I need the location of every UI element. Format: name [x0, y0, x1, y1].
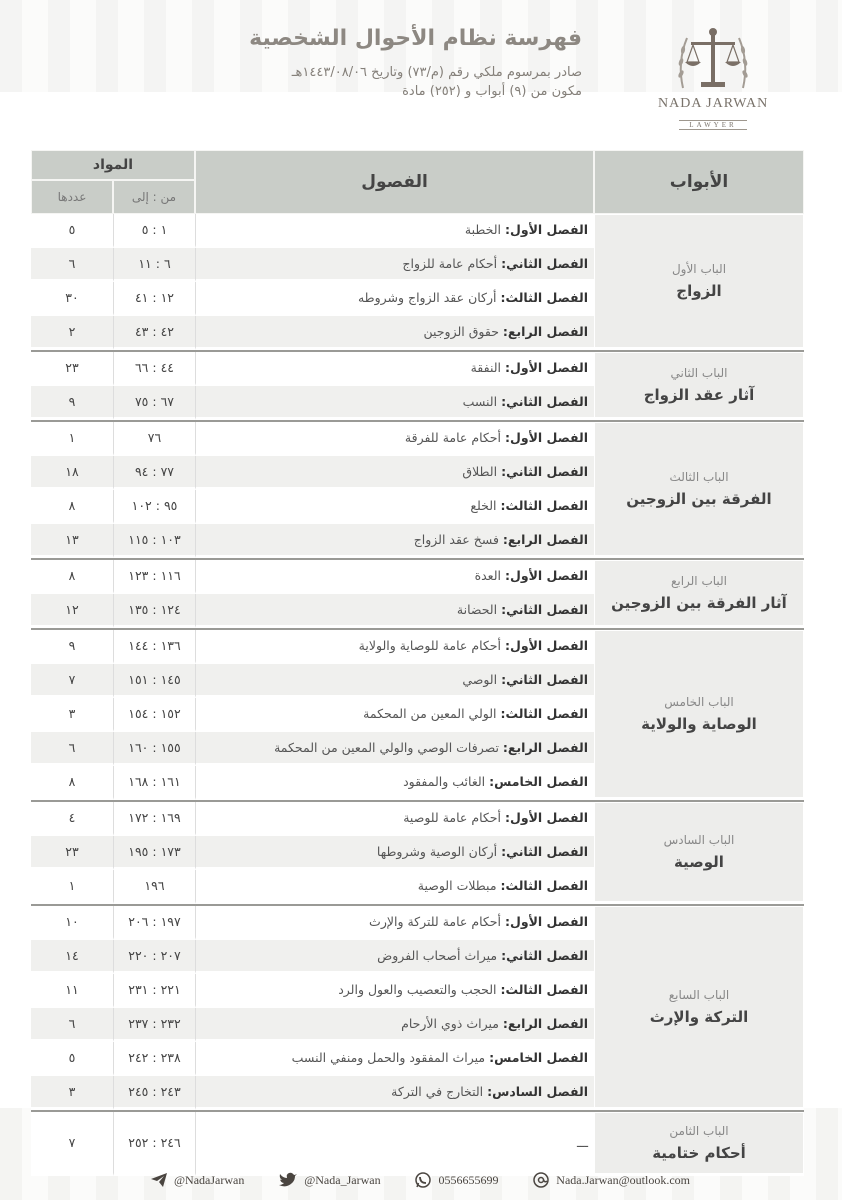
- fasl-title: مبطلات الوصية: [417, 878, 497, 893]
- fasl-title: أركان عقد الزواج وشروطه: [357, 290, 497, 305]
- fasl-title: النفقة: [470, 360, 501, 375]
- count-cell: ٨: [31, 560, 113, 594]
- index-table: [31, 150, 804, 1176]
- fasl-cell: [195, 698, 594, 732]
- fasl-cell: [195, 352, 594, 386]
- bab-cell: [594, 560, 804, 628]
- fasl-cell: [195, 386, 594, 420]
- range-cell: ٢٣٢ : ٢٣٧: [113, 1008, 195, 1042]
- count-cell: ٧: [31, 664, 113, 698]
- bab-cell: [594, 352, 804, 420]
- range-cell: ١٩٧ : ٢٠٦: [113, 906, 195, 940]
- fasl-title: تصرفات الوصي والولي المعين من المحكمة: [274, 740, 499, 755]
- footer-telegram-text[interactable]: @NadaJarwan: [174, 1172, 245, 1187]
- count-cell: ١٢: [31, 594, 113, 628]
- header-mawad: المواد: [31, 150, 195, 180]
- count-cell: ٣٠: [31, 282, 113, 316]
- range-cell: ١٦٩ : ١٧٢: [113, 802, 195, 836]
- header-fasl: الفصول: [195, 150, 594, 214]
- table-row: [31, 802, 804, 836]
- count-cell: ٩: [31, 386, 113, 420]
- count-cell: ٦: [31, 248, 113, 282]
- fasl-label: الفصل الثاني:: [501, 672, 588, 687]
- bab-number: الباب الرابع: [670, 574, 728, 588]
- fasl-cell: [195, 214, 594, 248]
- fasl-title: حقوق الزوجين: [423, 324, 499, 339]
- fasl-title: الحجب والتعصيب والعول والرد: [338, 982, 497, 997]
- bab-number: الباب السابع: [668, 988, 730, 1002]
- fasl-cell: [195, 802, 594, 836]
- fasl-label: الفصل الأول:: [504, 914, 588, 929]
- fasl-title: فسخ عقد الزواج: [413, 532, 499, 547]
- fasl-title: الوصي: [462, 672, 498, 687]
- fasl-title: ميراث أصحاب الفروض: [377, 948, 498, 963]
- fasl-title: الطلاق: [462, 464, 498, 479]
- table-row: [31, 630, 804, 664]
- fasl-cell: [195, 1042, 594, 1076]
- logo-name: NADA JARWAN: [658, 96, 769, 111]
- range-cell: ٢٤٦ : ٢٥٢: [113, 1112, 195, 1176]
- range-cell: ١٥٥ : ١٦٠: [113, 732, 195, 766]
- count-cell: ٧: [31, 1112, 113, 1176]
- fasl-cell: [195, 974, 594, 1008]
- header-count: عددها: [31, 180, 113, 214]
- range-cell: ١٤٥ : ١٥١: [113, 664, 195, 698]
- bab-number: الباب السادس: [663, 833, 735, 847]
- footer: [150, 1166, 690, 1194]
- fasl-label: الفصل الأول:: [504, 638, 588, 653]
- fasl-title: الولي المعين من المحكمة: [363, 706, 497, 721]
- count-cell: ٩: [31, 630, 113, 664]
- table-row: [31, 422, 804, 456]
- table-row: [31, 560, 804, 594]
- fasl-title: الغائب والمفقود: [403, 774, 486, 789]
- fasl-label: الفصل الأول:: [504, 568, 588, 583]
- fasl-label: الفصل السادس:: [487, 1084, 588, 1099]
- header-bab: الأبواب: [594, 150, 804, 214]
- fasl-title: أحكام عامة للوصاية والولاية: [358, 638, 501, 653]
- fasl-label: الفصل الثاني:: [501, 602, 588, 617]
- page-header: [162, 26, 582, 103]
- footer-email-text[interactable]: Nada.Jarwan@outlook.com: [556, 1172, 690, 1187]
- range-cell: ١٩٦: [113, 870, 195, 904]
- fasl-cell: [195, 1008, 594, 1042]
- fasl-cell: [195, 490, 594, 524]
- fasl-title: ميراث المفقود والحمل ومنفي النسب: [291, 1050, 486, 1065]
- fasl-cell: [195, 906, 594, 940]
- count-cell: ٦: [31, 732, 113, 766]
- fasl-cell: [195, 664, 594, 698]
- count-cell: ١٨: [31, 456, 113, 490]
- fasl-cell: [195, 524, 594, 558]
- fasl-label: الفصل الثالث:: [500, 498, 588, 513]
- whatsapp-icon: [414, 1171, 432, 1189]
- range-cell: ١٢ : ٤١: [113, 282, 195, 316]
- range-cell: ٢٤٣ : ٢٤٥: [113, 1076, 195, 1110]
- bab-number: الباب الأول: [671, 262, 727, 276]
- fasl-label: الفصل الثالث:: [500, 982, 588, 997]
- composition-line: مكون من (٩) أبواب و (٢٥٢) مادة: [402, 84, 582, 99]
- bab-number: الباب الثامن: [669, 1124, 729, 1138]
- fasl-label: الفصل الأول:: [504, 810, 588, 825]
- range-cell: ٦ : ١١: [113, 248, 195, 282]
- fasl-cell: [195, 870, 594, 904]
- bab-cell: [594, 214, 804, 350]
- twitter-icon: [278, 1172, 298, 1188]
- bab-number: الباب الخامس: [664, 695, 734, 709]
- bab-title: الزواج: [676, 282, 722, 300]
- fasl-cell: [195, 316, 594, 350]
- fasl-title: أحكام عامة للفرقة: [404, 430, 501, 445]
- fasl-label: الفصل الثاني:: [501, 464, 588, 479]
- fasl-label: الفصل الرابع:: [502, 740, 588, 755]
- range-cell: ٤٢ : ٤٣: [113, 316, 195, 350]
- fasl-cell: [195, 560, 594, 594]
- fasl-title: النسب: [462, 394, 498, 409]
- count-cell: ٢: [31, 316, 113, 350]
- fasl-title: التخارج في التركة: [391, 1084, 484, 1099]
- range-cell: ٢٣٨ : ٢٤٢: [113, 1042, 195, 1076]
- count-cell: ١٤: [31, 940, 113, 974]
- fasl-cell: [195, 594, 594, 628]
- fasl-title: الخلع: [470, 498, 497, 513]
- count-cell: ٥: [31, 214, 113, 248]
- fasl-title: أركان الوصية وشروطها: [376, 844, 498, 859]
- fasl-label: الفصل الأول:: [504, 222, 588, 237]
- fasl-label: الفصل الخامس:: [489, 774, 588, 789]
- bab-title: آثار الفرقة بين الزوجين: [611, 594, 787, 612]
- footer-phone-text[interactable]: 0556655699: [438, 1172, 499, 1187]
- count-cell: ١: [31, 422, 113, 456]
- table-row: [31, 906, 804, 940]
- fasl-cell: [195, 1076, 594, 1110]
- fasl-title: ـــ: [577, 1135, 588, 1150]
- fasl-label: الفصل الثاني:: [501, 948, 588, 963]
- logo: [658, 22, 768, 130]
- count-cell: ١١: [31, 974, 113, 1008]
- range-cell: ٤٤ : ٦٦: [113, 352, 195, 386]
- count-cell: ١٠: [31, 906, 113, 940]
- fasl-label: الفصل الثالث:: [500, 290, 588, 305]
- fasl-cell: [195, 422, 594, 456]
- bab-cell: [594, 630, 804, 800]
- fasl-cell: [195, 732, 594, 766]
- email-icon: [532, 1171, 550, 1189]
- range-cell: ١ : ٥: [113, 214, 195, 248]
- fasl-label: الفصل الرابع:: [502, 324, 588, 339]
- fasl-label: الفصل الثاني:: [501, 844, 588, 859]
- count-cell: ٣: [31, 1076, 113, 1110]
- count-cell: ٣: [31, 698, 113, 732]
- count-cell: ٢٣: [31, 836, 113, 870]
- logo-subtitle: LAWYER: [679, 120, 746, 130]
- range-cell: ٧٧ : ٩٤: [113, 456, 195, 490]
- fasl-label: الفصل الخامس:: [489, 1050, 588, 1065]
- bab-title: الوصاية والولاية: [641, 715, 757, 733]
- bab-title: آثار عقد الزواج: [643, 386, 755, 404]
- range-cell: ١٠٣ : ١١٥: [113, 524, 195, 558]
- fasl-title: أحكام عامة للتركة والإرث: [369, 914, 501, 929]
- range-cell: ٢٠٧ : ٢٢٠: [113, 940, 195, 974]
- bab-cell: [594, 422, 804, 558]
- count-cell: ٥: [31, 1042, 113, 1076]
- range-cell: ٢٢١ : ٢٣١: [113, 974, 195, 1008]
- bab-number: الباب الثاني: [670, 366, 728, 380]
- fasl-label: الفصل الثالث:: [500, 706, 588, 721]
- range-cell: ١٦١ : ١٦٨: [113, 766, 195, 800]
- fasl-cell: [195, 940, 594, 974]
- footer-telegram: [150, 1172, 244, 1188]
- fasl-cell: [195, 282, 594, 316]
- range-cell: ١٢٤ : ١٣٥: [113, 594, 195, 628]
- bab-title: الفرقة بين الزوجين: [626, 490, 772, 508]
- count-cell: ٤: [31, 802, 113, 836]
- count-cell: ١٣: [31, 524, 113, 558]
- count-cell: ٢٣: [31, 352, 113, 386]
- fasl-label: الفصل الثاني:: [501, 256, 588, 271]
- table-row: [31, 214, 804, 248]
- fasl-cell: [195, 630, 594, 664]
- fasl-label: الفصل الرابع:: [502, 1016, 588, 1031]
- fasl-label: الفصل الرابع:: [502, 532, 588, 547]
- count-cell: ٨: [31, 490, 113, 524]
- fasl-title: الخطبة: [464, 222, 501, 237]
- fasl-cell: [195, 456, 594, 490]
- range-cell: ١٣٦ : ١٤٤: [113, 630, 195, 664]
- range-cell: ٩٥ : ١٠٢: [113, 490, 195, 524]
- range-cell: ١١٦ : ١٢٣: [113, 560, 195, 594]
- count-cell: ١: [31, 870, 113, 904]
- decree-line: صادر بمرسوم ملكي رقم (م/٧٣) وتاريخ ١٤٤٣/٠٨/٠٦هـ: [291, 65, 582, 80]
- fasl-cell: [195, 766, 594, 800]
- fasl-label: الفصل الثاني:: [501, 394, 588, 409]
- bab-cell: [594, 802, 804, 904]
- fasl-title: أحكام عامة للوصية: [403, 810, 501, 825]
- bab-title: الوصية: [674, 853, 724, 871]
- range-cell: ٧٦: [113, 422, 195, 456]
- telegram-icon: [150, 1172, 168, 1188]
- fasl-title: ميراث ذوي الأرحام: [401, 1016, 499, 1031]
- footer-twitter-text[interactable]: @Nada_Jarwan: [304, 1172, 381, 1187]
- footer-twitter: [278, 1172, 380, 1188]
- header-range: من : إلى: [113, 180, 195, 214]
- range-cell: ١٥٢ : ١٥٤: [113, 698, 195, 732]
- count-cell: ٨: [31, 766, 113, 800]
- bab-title: أحكام ختامية: [652, 1144, 746, 1162]
- footer-phone: [414, 1171, 498, 1189]
- table-body: [31, 214, 804, 1176]
- fasl-label: الفصل الأول:: [504, 430, 588, 445]
- scales-of-justice-icon: [673, 22, 753, 94]
- footer-email: [532, 1171, 690, 1189]
- fasl-label: الفصل الأول:: [504, 360, 588, 375]
- fasl-title: العدة: [474, 568, 501, 583]
- fasl-cell: [195, 836, 594, 870]
- fasl-title: الحضانة: [456, 602, 498, 617]
- range-cell: ١٧٣ : ١٩٥: [113, 836, 195, 870]
- fasl-title: أحكام عامة للزواج: [402, 256, 498, 271]
- range-cell: ٦٧ : ٧٥: [113, 386, 195, 420]
- bab-number: الباب الثالث: [669, 470, 729, 484]
- table-row: [31, 352, 804, 386]
- bab-title: التركة والإرث: [649, 1008, 749, 1026]
- count-cell: ٦: [31, 1008, 113, 1042]
- fasl-label: الفصل الثالث:: [500, 878, 588, 893]
- fasl-cell: [195, 248, 594, 282]
- page-title: فهرسة نظام الأحوال الشخصية: [249, 26, 582, 51]
- bab-cell: [594, 906, 804, 1110]
